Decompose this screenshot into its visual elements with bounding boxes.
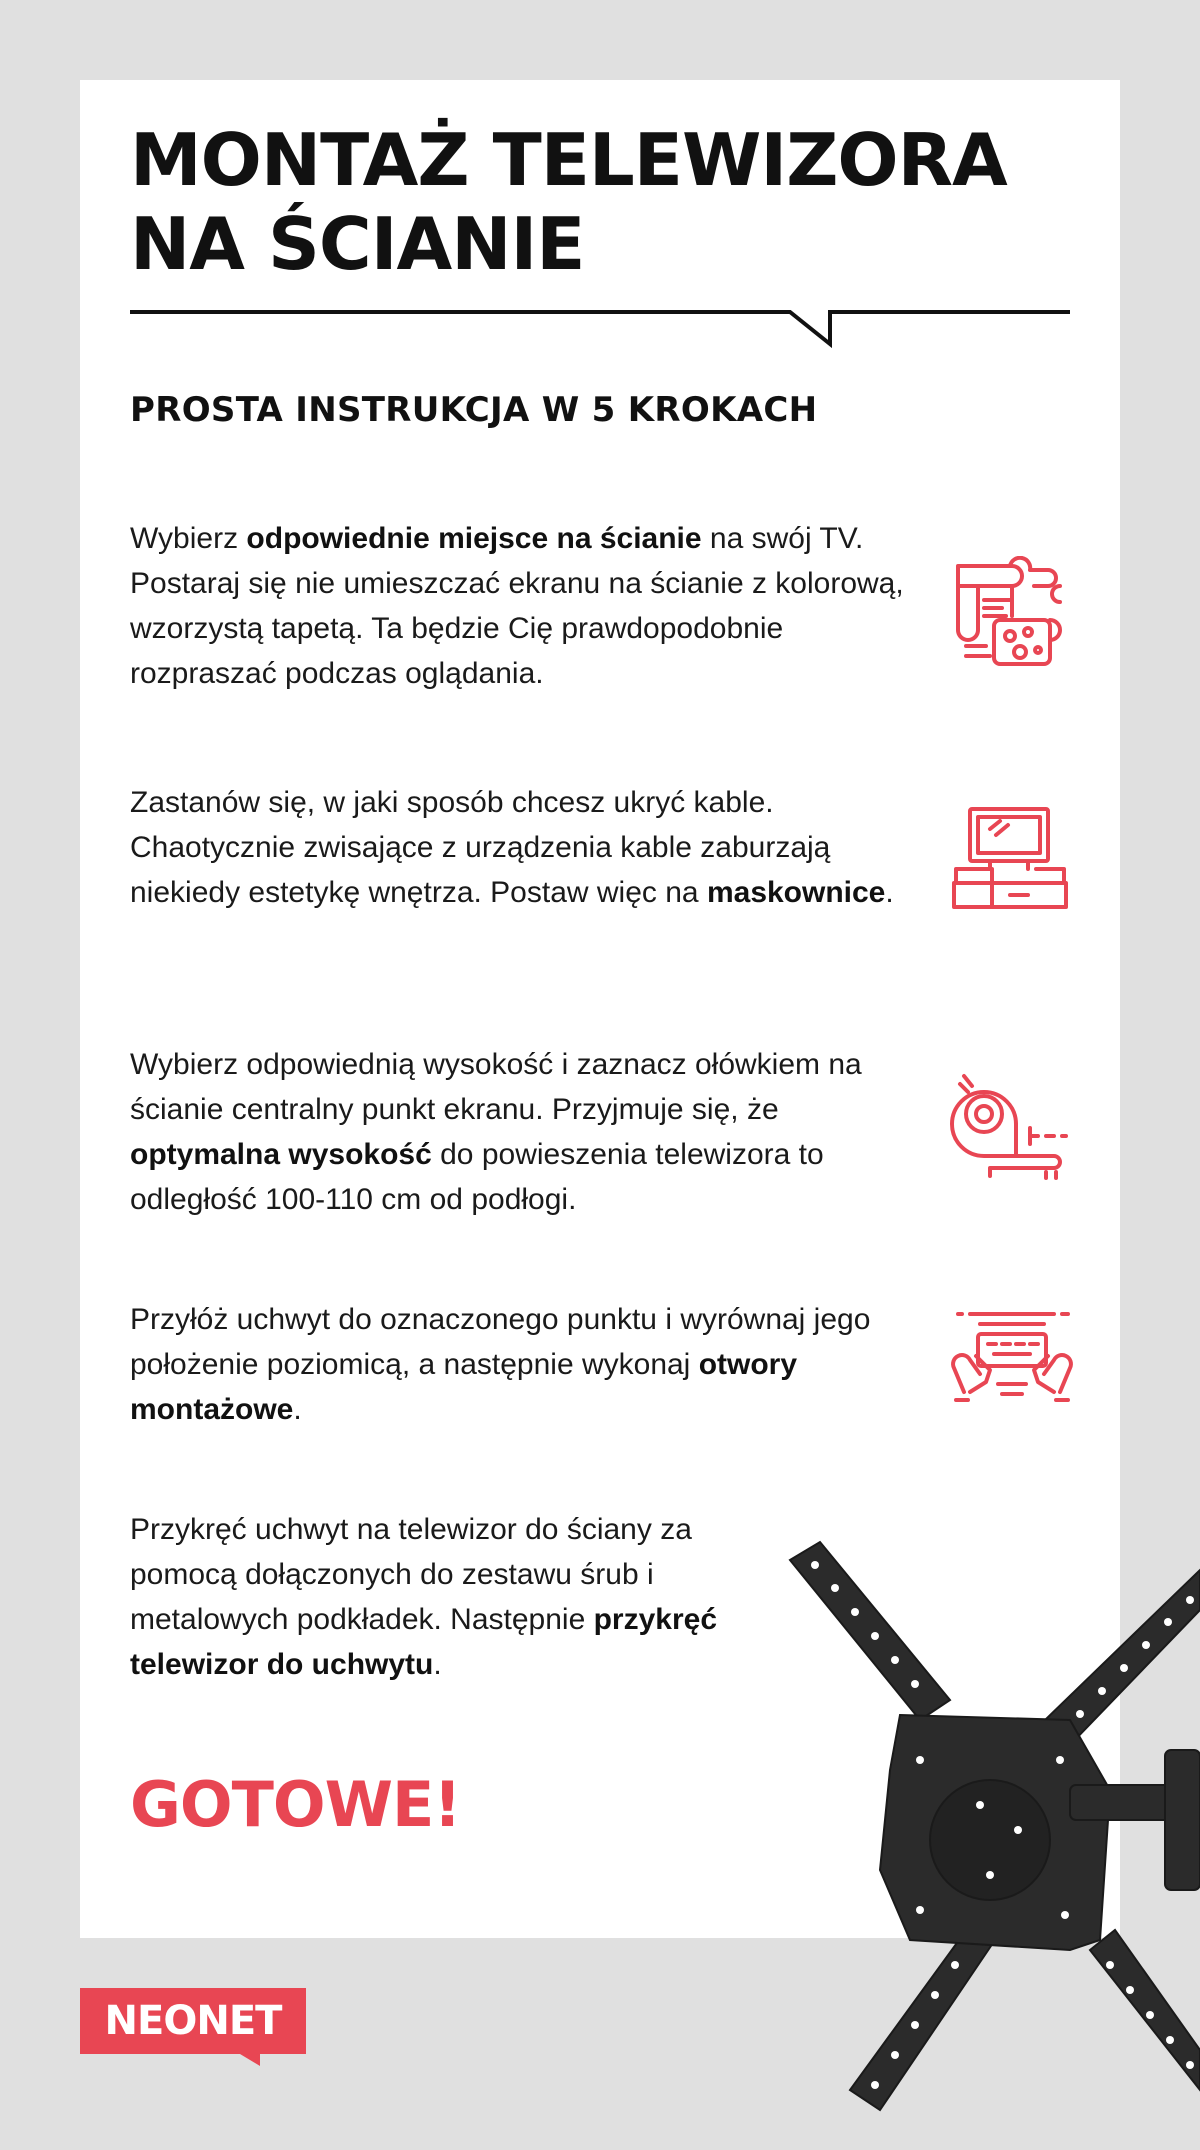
step-text-run: . <box>293 1393 302 1426</box>
step-highlight: odpowiednie miejsce na ścianie <box>246 522 702 555</box>
logo-tail-shape <box>230 2048 260 2066</box>
step-text-run: Przykręć uchwyt na telewizor do ściany za pomocą dołączonych do zestawu śrub i metalowych podkładek. Następnie <box>130 1513 692 1636</box>
step-1-text <box>130 516 910 696</box>
step-text-run: Przyłóż uchwyt do oznaczonego punktu i wyrównaj jego położenie poziomicą, a następnie wykonaj <box>130 1303 871 1381</box>
wallpaper-rolls-icon <box>950 556 1070 676</box>
step-highlight: przykręć telewizor do uchwytu <box>130 1603 718 1681</box>
step-highlight: maskownice <box>706 876 886 909</box>
tape-measure-icon <box>950 1060 1070 1180</box>
step-4-text <box>130 1297 910 1432</box>
step-highlight: optymalna wysokość <box>130 1138 432 1171</box>
step-2-text <box>130 780 910 915</box>
step-3-text <box>130 1042 910 1222</box>
logo-text: NEONET <box>80 1988 306 2054</box>
step-text-run: na swój TV. Postaraj się nie umieszczać ekranu na ścianie z kolorową, wzorzystą tapetą. Ta będzie Cię prawdopodobnie rozpraszać podczas oglądania. <box>130 522 904 690</box>
step-text-run: . <box>885 876 894 909</box>
step-text-run: Zastanów się, w jaki sposób chcesz ukryć kable. Chaotycznie zwisające z urządzenia kable zaburzają niekiedy estetykę wnętrza. Postaw więc na <box>130 786 831 909</box>
title-line-2: NA ŚCIANIE <box>130 202 585 286</box>
step-text-run: Wybierz odpowiednią wysokość i zaznacz ołówkiem na ścianie centralny punkt ekranu. Przyjmuje się, że <box>130 1048 862 1126</box>
neonet-logo <box>80 1988 306 2066</box>
step-text-run: . <box>433 1648 442 1681</box>
title-line-1: MONTAŻ TELEWIZORA <box>130 118 1007 202</box>
step-text-run: Wybierz <box>130 522 247 555</box>
tv-cabinet-icon <box>950 805 1070 911</box>
page-title <box>130 118 1090 286</box>
speech-divider <box>130 300 1070 360</box>
step-5-text <box>130 1507 730 1687</box>
hands-level-icon <box>950 1308 1074 1408</box>
subtitle: PROSTA INSTRUKCJA W 5 KROKACH <box>130 390 818 430</box>
wall-mount-bracket-image <box>770 1530 1200 2150</box>
done-heading: GOTOWE! <box>130 1768 461 1841</box>
step-highlight: otwory montażowe <box>130 1348 798 1426</box>
step-text-run: do powieszenia telewizora to odległość 100-110 cm od podłogi. <box>130 1138 824 1216</box>
